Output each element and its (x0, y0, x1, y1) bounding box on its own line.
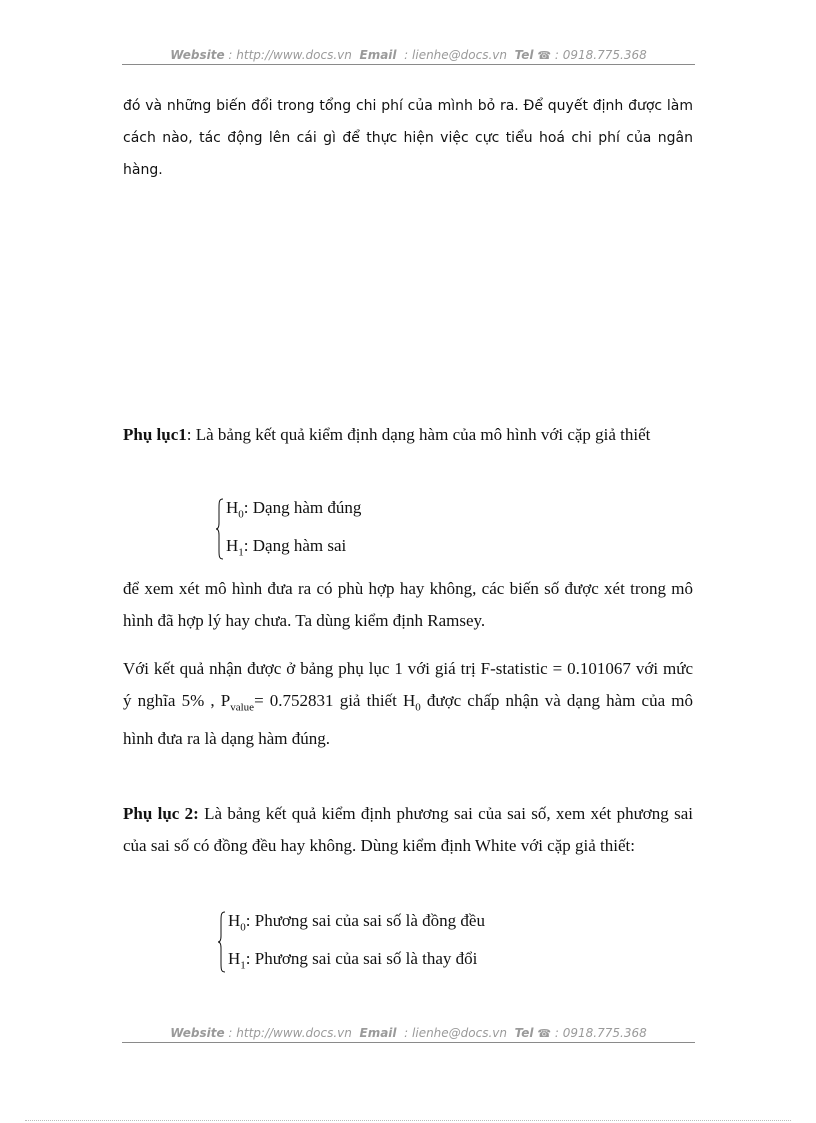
website-url[interactable]: : http://www.docs.vn (228, 1026, 352, 1040)
appendix-1-label: Phụ lục1 (123, 425, 187, 444)
email-label: Email (359, 48, 397, 62)
appendix-1-intro (123, 419, 693, 451)
appendix-2-intro (123, 798, 693, 862)
intro-paragraph: đó và những biến đổi trong tổng chi phí của mình bỏ ra. Để quyết định được làm cách nào, tác động lên cái gì để thực hiện việc cực tiểu hoá chi phí của ngân hàng. (123, 98, 693, 178)
tel-number: : 0918.775.368 (554, 48, 647, 62)
page-bottom-divider (25, 1120, 791, 1121)
phone-icon: ☎ (537, 49, 552, 62)
appendix-2-label: Phụ lục 2: (123, 804, 199, 823)
hypothesis-h0: $H_0$: Phương sai của sai số là đồng đều (228, 911, 485, 934)
hypothesis-h1: $H_1$: Phương sai của sai số là thay đổi (228, 949, 478, 972)
tel-label: Tel (514, 1026, 534, 1040)
page-header (122, 48, 695, 65)
website-label: Website (170, 1026, 225, 1040)
hypothesis-h0: $H_0$: Dạng hàm đúng (226, 498, 362, 521)
appendix-1-intro-text: : Là bảng kết quả kiểm định dạng hàm của mô hình với cặp giả thiết (186, 425, 651, 444)
appendix-1-result: Với kết quả nhận được ở bảng phụ lục 1 với giá trị F-statistic = 0.101067 với mức ý nghĩa 5% , $P_{value}= 0.752831$ giả thiết $H_0$ được chấp nhận và dạng hàm của mô hình đưa ra là dạng hàm đúng. (123, 659, 693, 749)
email-address[interactable]: : lienhe@docs.vn (404, 48, 508, 62)
website-url[interactable]: : http://www.docs.vn (228, 48, 352, 62)
tel-label: Tel (514, 48, 534, 62)
curly-brace-icon (216, 498, 224, 560)
curly-brace-icon (218, 911, 226, 973)
website-label: Website (170, 48, 225, 62)
appendix-1-paragraph: để xem xét mô hình đưa ra có phù hợp hay không, các biến số được xét trong mô hình đã hợp lý hay chưa. Ta dùng kiểm định Ramsey. (123, 579, 693, 630)
phone-icon: ☎ (537, 1027, 552, 1040)
page-footer (122, 1026, 695, 1043)
appendix-2-intro-text: Là bảng kết quả kiểm định phương sai của sai số, xem xét phương sai của sai số có đồng đều hay không. Dùng kiểm định White với cặp giả thiết: (123, 804, 693, 855)
tel-number: : 0918.775.368 (554, 1026, 647, 1040)
email-address[interactable]: : lienhe@docs.vn (404, 1026, 508, 1040)
hypothesis-h1: $H_1$: Dạng hàm sai (226, 536, 347, 559)
email-label: Email (359, 1026, 397, 1040)
